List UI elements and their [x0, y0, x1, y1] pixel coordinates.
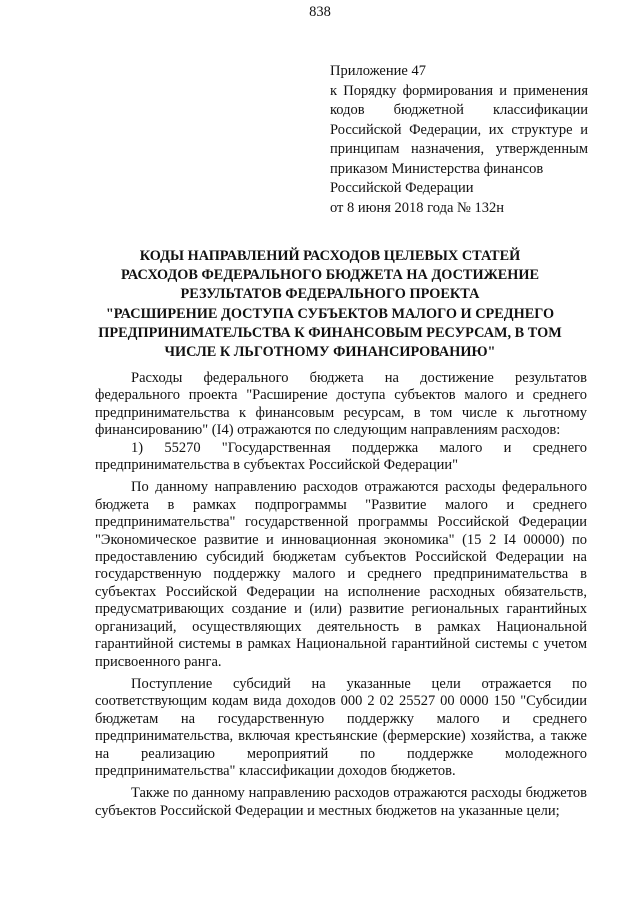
appendix-line: Российской Федерации, их структуре и [330, 121, 588, 138]
body-paragraph: По данному направлению расходов отражаются расходы федерального бюджета в рамках подпрограммы "Развитие малого и среднего предпринимательства" государственной программы Российской Федерации "Экономическое развитие и инновационная экономика" (15 2 I4 00000) по предоставлению субсидий бюджетам субъектов Российской Федерации на государственную поддержку малого и среднего предпринимательства в субъектах Российской Федерации на исполнение расходных обязательств, предусматривающих создание и (или) развитие региональных гарантийных организаций, осуществляющих деятельность в рамках Национальной гарантийной системы в рамках Национальной гарантийной системы с учетом присвоенного ранга. [95, 479, 587, 670]
body-paragraph: Поступление субсидий на указанные цели отражается по соответствующим кодам вида доходов 000 2 02 25527 00 0000 150 "Субсидии бюджетам на государственную поддержку малого и среднего предпринимательства, включая крестьянские (фермерские) хозяйства, а также на реализацию мероприятий по поддержке молодежного предпринимательства" классификации доходов бюджетов. [95, 675, 587, 779]
appendix-line: Приложение 47 [330, 63, 426, 79]
page-number: 838 [309, 4, 331, 20]
document-body [95, 370, 587, 825]
appendix-header [330, 62, 588, 218]
expense-direction-item: 1) 55270 "Государственная поддержка малого и среднего предпринимательства в субъектах Российской Федерации" [95, 439, 587, 474]
appendix-line: приказом Министерства финансов [330, 160, 544, 177]
appendix-line: принципам назначения, утвержденным [330, 141, 588, 157]
title-line: РЕЗУЛЬТАТОВ ФЕДЕРАЛЬНОГО ПРОЕКТА [180, 286, 480, 303]
appendix-line: от 8 июня 2018 года № 132н [330, 199, 504, 216]
body-paragraph: Также по данному направлению расходов отражаются расходы бюджетов субъектов Российской Федерации и местных бюджетов на указанные цели; [95, 785, 587, 819]
title-line: РАСХОДОВ ФЕДЕРАЛЬНОГО БЮДЖЕТА НА ДОСТИЖЕНИЕ [120, 267, 540, 284]
title-line: "РАСШИРЕНИЕ ДОСТУПА СУБЪЕКТОВ МАЛОГО И СРЕДНЕГО [105, 305, 555, 322]
title-line: ЧИСЛЕ К ЛЬГОТНОМУ ФИНАНСИРОВАНИЮ" [164, 344, 496, 361]
title-line: КОДЫ НАПРАВЛЕНИЙ РАСХОДОВ ЦЕЛЕВЫХ СТАТЕЙ [139, 248, 521, 264]
title-line: ПРЕДПРИНИМАТЕЛЬСТВА К ФИНАНСОВЫМ РЕСУРСАМ, В ТОМ [98, 324, 562, 341]
appendix-line: кодов бюджетной классификации [330, 102, 588, 118]
appendix-line: Российской Федерации [330, 180, 474, 196]
document-title [80, 247, 580, 362]
appendix-line: к Порядку формирования и применения [330, 82, 588, 99]
intro-paragraph: Расходы федерального бюджета на достижение результатов федерального проекта "Расширение доступа субъектов малого и среднего предпринимательства к финансовым ресурсам, в том числе к льготному финансированию" (I4) отражаются по следующим направлениям расходов: [95, 370, 587, 439]
